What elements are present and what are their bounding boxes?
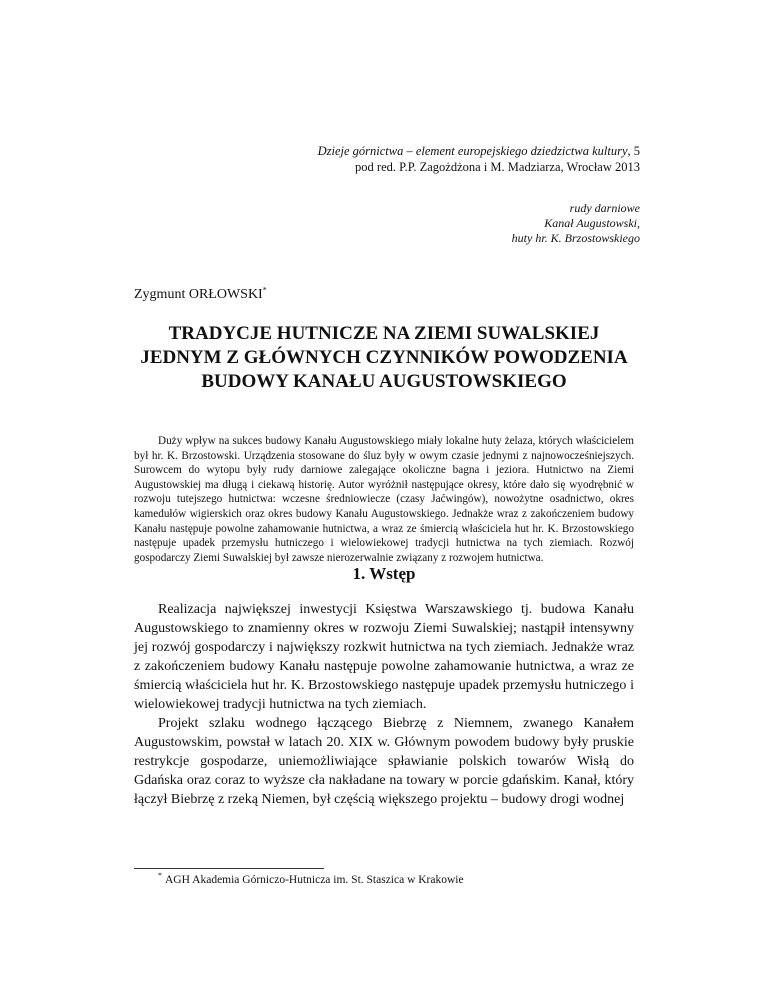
title-line: BUDOWY KANAŁU AUGUSTOWSKIEGO xyxy=(201,371,567,392)
author-name: Zygmunt ORŁOWSKI xyxy=(134,287,263,302)
author-footnote-mark: * xyxy=(262,285,267,295)
paragraph: Realizacja największej inwestycji Księstwa Warszawskiego tj. budowa Kanału Augustowskiego to znamienny okres w rozwoju Ziemi Suwalskiej; nastąpił intensywny jej rozwój gospodarczy i największy rozkwit hutnictwa na tych ziemiach. Jednakże wraz z zakończeniem budowy Kanału następuje powolne zahamowanie hutnictwa, a wraz ze śmiercią właściciela hut hr. K. Brzostowskiego następuje upadek przemysłu hutniczego i wielowiekowej tradycji hutnictwa na tych ziemiach. xyxy=(134,602,634,712)
keyword: rudy darniowe xyxy=(569,201,640,215)
paper-title xyxy=(134,322,634,394)
keyword: huty hr. K. Brzostowskiego xyxy=(511,231,640,245)
footnote-text: AGH Akademia Górniczo-Hutnicza im. St. Staszica w Krakowie xyxy=(165,874,464,886)
abstract: Duży wpływ na sukces budowy Kanału Augustowskiego miały lokalne huty żelaza, których właścicielem był hr. K. Brzostowski. Urządzenia stosowane do śluz były w owym czasie jednymi z najnowocześniejszych. Surowcem do wytopu były rudy darniowe zalegające okoliczne bagna i jeziora. Hutnictwo na Ziemi Augustowskiej ma długą i ciekawą historię. Autor wyróżnił następujące okresy, które dało się wyodrębnić w rozwoju tutejszego hutnictwa: wczesne średniowiecze (czasy Jaćwingów), nowożytne osadnictwo, okres kamedułów wigierskich oraz okres budowy Kanału Augustowskiego. Jednakże wraz z zakończeniem budowy Kanału następuje powolne zahamowanie hutnictwa, a wraz ze śmiercią właściciela hut hr. K. Brzostowskiego następuje upadek przemysłu hutniczego i wielowiekowej tradycji hutnictwa na tych ziemiach. Rozwój gospodarczy Ziemi Suwalskiej był zawsze nierozerwalnie związany z rozwojem hutnictwa. xyxy=(134,435,634,564)
series-line xyxy=(318,143,640,159)
paragraph: Projekt szlaku wodnego łączącego Biebrzę z Niemnem, zwanego Kanałem Augustowskim, powstał w latach 20. XIX w. Głównym powodem budowy były pruskie restrykcje gospodarze, uniemożliwiające spławianie polskich towarów Wisłą do Gdańska oraz coraz to wyższe cła nakładane na towary w porcie gdańskim. Kanał, który łączył Biebrzę z rzeką Niemen, był częścią większego projektu – budowy drogi wodnej xyxy=(134,716,634,807)
series-title: Dzieje górnictwa – element europejskiego dziedzictwa kultury xyxy=(317,144,628,158)
title-line: JEDNYM Z GŁÓWNYCH CZYNNIKÓW POWODZENIA xyxy=(140,347,628,368)
series-header xyxy=(318,143,640,175)
section-heading: 1. Wstęp xyxy=(352,564,416,583)
title-line: TRADYCJE HUTNICZE NA ZIEMI SUWALSKIEJ xyxy=(168,323,600,344)
author xyxy=(134,287,267,303)
footnote xyxy=(158,871,464,886)
keywords xyxy=(512,201,640,246)
series-editors: pod red. P.P. Zagożdżona i M. Madziarza, Wrocław 2013 xyxy=(355,160,640,174)
footnote-divider xyxy=(134,868,324,869)
keyword: Kanał Augustowski, xyxy=(544,216,640,230)
body-text xyxy=(134,600,634,809)
series-number: , 5 xyxy=(627,144,640,158)
footnote-mark: * xyxy=(158,871,162,881)
